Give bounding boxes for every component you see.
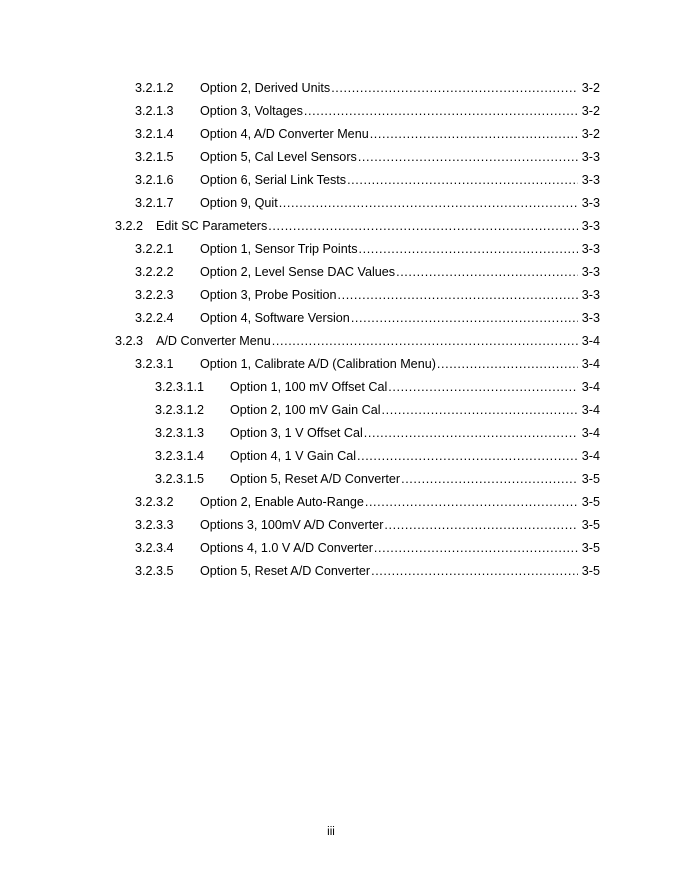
dot-leader — [357, 445, 578, 468]
dot-leader — [358, 146, 578, 169]
toc-entry-page: 3-5 — [581, 541, 600, 555]
toc-entry-title: Option 4, A/D Converter Menu — [200, 127, 369, 141]
toc-entry-title: Option 1, 100 mV Offset Cal — [230, 380, 388, 394]
toc-entry-leader — [200, 307, 578, 330]
toc-entry-number: 3.2.2.2 — [135, 265, 174, 279]
dot-leader — [347, 169, 578, 192]
dot-leader — [388, 376, 578, 399]
dot-leader — [272, 330, 578, 353]
toc-entry-page: 3-4 — [581, 380, 600, 394]
dot-leader — [279, 192, 578, 215]
toc-entry-number: 3.2.1.5 — [135, 150, 174, 164]
toc-entry[interactable] — [0, 376, 680, 399]
dot-leader — [364, 422, 578, 445]
toc-entry-title: Option 1, Sensor Trip Points — [200, 242, 358, 256]
toc-entry-title: Option 5, Reset A/D Converter — [200, 564, 371, 578]
toc-entry-leader — [230, 376, 578, 399]
toc-entry-leader — [200, 123, 578, 146]
toc-entry-page: 3-3 — [581, 173, 600, 187]
toc-entry[interactable] — [0, 215, 680, 238]
toc-entry-leader — [200, 353, 578, 376]
toc-entry-leader — [156, 215, 578, 238]
toc-entry-leader — [200, 77, 578, 100]
toc-entry-number: 3.2.3.1.4 — [155, 449, 205, 463]
toc-entry[interactable] — [0, 468, 680, 491]
toc-entry-title: Option 6, Serial Link Tests — [200, 173, 347, 187]
toc-entry-title: Option 2, Enable Auto-Range — [200, 495, 364, 509]
toc-entry-page: 3-5 — [581, 518, 600, 532]
toc-entry-number: 3.2.3.1.1 — [155, 380, 205, 394]
toc-entry-number: 3.2.1.7 — [135, 196, 174, 210]
toc-entry-title: Option 4, Software Version — [200, 311, 350, 325]
toc-entry-number: 3.2.2.4 — [135, 311, 174, 325]
toc-entry-leader — [200, 514, 578, 537]
toc-entry-title: Options 3, 100mV A/D Converter — [200, 518, 384, 532]
toc-entry-number: 3.2.1.6 — [135, 173, 174, 187]
toc-entry[interactable] — [0, 514, 680, 537]
toc-entry-leader — [200, 146, 578, 169]
toc-entry-title: Option 3, Probe Position — [200, 288, 337, 302]
toc-entry-leader — [200, 100, 578, 123]
toc-entry[interactable] — [0, 169, 680, 192]
dot-leader — [365, 491, 578, 514]
dot-leader — [370, 123, 578, 146]
toc-entry-page: 3-3 — [581, 196, 600, 210]
toc-entry[interactable] — [0, 353, 680, 376]
toc-entry-leader — [200, 537, 578, 560]
toc-entry-page: 3-3 — [581, 265, 600, 279]
dot-leader — [371, 560, 578, 583]
toc-entry[interactable] — [0, 330, 680, 353]
toc-entry-title: Option 5, Reset A/D Converter — [230, 472, 401, 486]
toc-entry-title: A/D Converter Menu — [156, 334, 271, 348]
toc-entry-page: 3-2 — [581, 104, 600, 118]
toc-entry-page: 3-3 — [581, 150, 600, 164]
toc-entry-number: 3.2.2 — [115, 219, 144, 233]
toc-entry-page: 3-3 — [581, 311, 600, 325]
toc-entry-page: 3-3 — [581, 288, 600, 302]
toc-entry-page: 3-4 — [581, 403, 600, 417]
toc-entry-number: 3.2.3.1.5 — [155, 472, 205, 486]
toc-entry[interactable] — [0, 192, 680, 215]
dot-leader — [374, 537, 578, 560]
toc-entry-title: Option 2, Derived Units — [200, 81, 331, 95]
toc-entry[interactable] — [0, 537, 680, 560]
toc-entry-title: Options 4, 1.0 V A/D Converter — [200, 541, 373, 555]
toc-entry-page: 3-3 — [581, 219, 600, 233]
toc-entry[interactable] — [0, 445, 680, 468]
toc-entry-page: 3-5 — [581, 564, 600, 578]
toc-entry-number: 3.2.1.2 — [135, 81, 174, 95]
page-number: iii — [327, 826, 335, 838]
toc-entry-title: Option 1, Calibrate A/D (Calibration Menu) — [200, 357, 436, 371]
toc-entry[interactable] — [0, 422, 680, 445]
toc-entry[interactable] — [0, 238, 680, 261]
toc-entry-title: Option 2, Level Sense DAC Values — [200, 265, 396, 279]
dot-leader — [382, 399, 578, 422]
toc-entry-number: 3.2.3.1.2 — [155, 403, 205, 417]
dot-leader — [338, 284, 578, 307]
dot-leader — [384, 514, 578, 537]
toc-entry-number: 3.2.1.3 — [135, 104, 174, 118]
toc-entry[interactable] — [0, 284, 680, 307]
toc-entry-leader — [200, 261, 578, 284]
toc-entry-number: 3.2.2.3 — [135, 288, 174, 302]
toc-entry-title: Edit SC Parameters — [156, 219, 268, 233]
toc-entry-page: 3-4 — [581, 426, 600, 440]
toc-entry-title: Option 2, 100 mV Gain Cal — [230, 403, 381, 417]
toc-entry-leader — [200, 169, 578, 192]
toc-entry-leader — [200, 284, 578, 307]
toc-entry[interactable] — [0, 261, 680, 284]
toc-entry-page: 3-4 — [581, 357, 600, 371]
toc-entry-page: 3-2 — [581, 127, 600, 141]
toc-entry-page: 3-5 — [581, 472, 600, 486]
toc-entry-title: Option 4, 1 V Gain Cal — [230, 449, 357, 463]
dot-leader — [331, 77, 578, 100]
toc-entry[interactable] — [0, 146, 680, 169]
toc-entry-page: 3-2 — [581, 81, 600, 95]
toc-entry[interactable] — [0, 560, 680, 583]
toc-entry-number: 3.2.3.4 — [135, 541, 174, 555]
toc-entry-leader — [200, 560, 578, 583]
toc-entry-title: Option 3, 1 V Offset Cal — [230, 426, 363, 440]
toc-entry-title: Option 9, Quit — [200, 196, 278, 210]
toc-entry-leader — [200, 491, 578, 514]
toc-entry-leader — [200, 238, 578, 261]
toc-entry[interactable] — [0, 123, 680, 146]
dot-leader — [437, 353, 578, 376]
toc-entry-page: 3-4 — [581, 449, 600, 463]
dot-leader — [359, 238, 578, 261]
toc-entry-number: 3.2.3 — [115, 334, 144, 348]
toc-entry-leader — [200, 192, 578, 215]
toc-entry-page: 3-5 — [581, 495, 600, 509]
toc-entry-number: 3.2.1.4 — [135, 127, 174, 141]
dot-leader — [304, 100, 578, 123]
toc-entry-number: 3.2.3.2 — [135, 495, 174, 509]
toc-entry-number: 3.2.3.1.3 — [155, 426, 205, 440]
toc-entry-title: Option 3, Voltages — [200, 104, 303, 118]
toc-entry-number: 3.2.3.3 — [135, 518, 174, 532]
toc-entry-leader — [230, 422, 578, 445]
toc-entry-leader — [230, 468, 578, 491]
toc-entry-title: Option 5, Cal Level Sensors — [200, 150, 357, 164]
table-of-contents — [0, 77, 680, 583]
toc-entry-number: 3.2.3.1 — [135, 357, 174, 371]
toc-entry[interactable] — [0, 491, 680, 514]
dot-leader — [396, 261, 578, 284]
toc-entry-leader — [230, 445, 578, 468]
toc-entry-number: 3.2.3.5 — [135, 564, 174, 578]
dot-leader — [268, 215, 578, 238]
toc-entry-leader — [156, 330, 578, 353]
toc-entry-leader — [230, 399, 578, 422]
toc-entry-page: 3-3 — [581, 242, 600, 256]
toc-entry[interactable] — [0, 100, 680, 123]
toc-entry[interactable] — [0, 399, 680, 422]
toc-entry-number: 3.2.2.1 — [135, 242, 174, 256]
toc-entry[interactable] — [0, 77, 680, 100]
dot-leader — [351, 307, 578, 330]
toc-entry-page: 3-4 — [581, 334, 600, 348]
toc-entry[interactable] — [0, 307, 680, 330]
dot-leader — [401, 468, 578, 491]
